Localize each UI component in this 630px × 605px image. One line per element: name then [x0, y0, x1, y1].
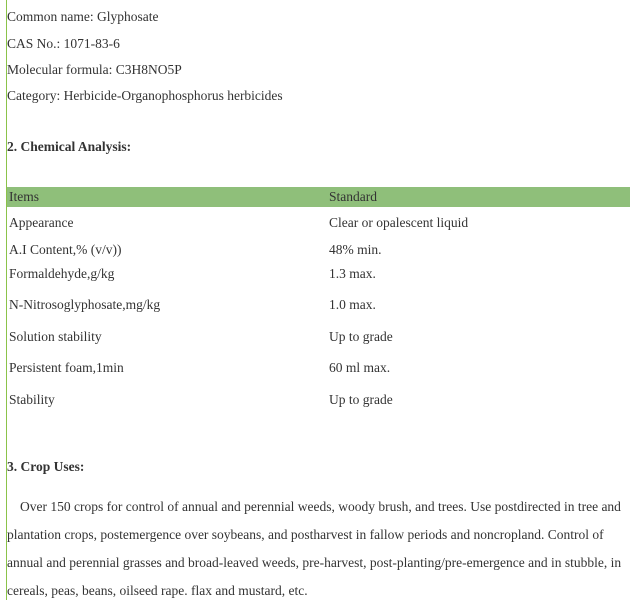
- row-standard: 48% min.: [329, 242, 382, 257]
- common-name-line: Common name: Glyphosate: [7, 9, 159, 24]
- row-item: Persistent foam,1min: [9, 360, 124, 375]
- row-standard: Clear or opalescent liquid: [329, 215, 469, 230]
- crop-uses-paragraph: [7, 493, 627, 605]
- row-item: N-Nitrosoglyphosate,mg/kg: [9, 297, 161, 312]
- row-standard: 60 ml max.: [329, 360, 391, 375]
- cas-number-line: CAS No.: 1071-83-6: [7, 36, 120, 51]
- row-standard: 1.3 max.: [329, 266, 376, 281]
- molecular-formula-line: Molecular formula: C3H8NO5P: [7, 62, 182, 77]
- row-item: A.I Content,% (v/v)): [9, 242, 122, 257]
- crop-uses-text: Over 150 crops for control of annual and perennial weeds, woody brush, and trees. Use postdirected in tree and plantation crops, postemergence over soybeans, and postharvest in fallow periods and noncropland. Control of annual and perennial grasses and broad-leaved weeds, pre-harvest, post-planting/pre-emergence and in stubble, in cereals, peas, beans, oilseed rape. flax and mustard, etc.: [7, 499, 622, 598]
- row-item: Formaldehyde,g/kg: [9, 266, 115, 281]
- crop-uses-heading: 3. Crop Uses:: [7, 459, 85, 474]
- chemical-analysis-heading: 2. Chemical Analysis:: [7, 139, 132, 154]
- category-line: Category: Herbicide-Organophosphorus herbicides: [7, 88, 283, 103]
- header-standard: Standard: [329, 189, 377, 204]
- header-items: Items: [9, 189, 39, 204]
- row-item: Appearance: [9, 215, 74, 230]
- row-standard: Up to grade: [329, 329, 393, 344]
- row-item: Stability: [9, 392, 55, 407]
- row-standard: Up to grade: [329, 392, 393, 407]
- row-standard: 1.0 max.: [329, 297, 376, 312]
- row-item: Solution stability: [9, 329, 102, 344]
- table-header-row: [7, 187, 630, 207]
